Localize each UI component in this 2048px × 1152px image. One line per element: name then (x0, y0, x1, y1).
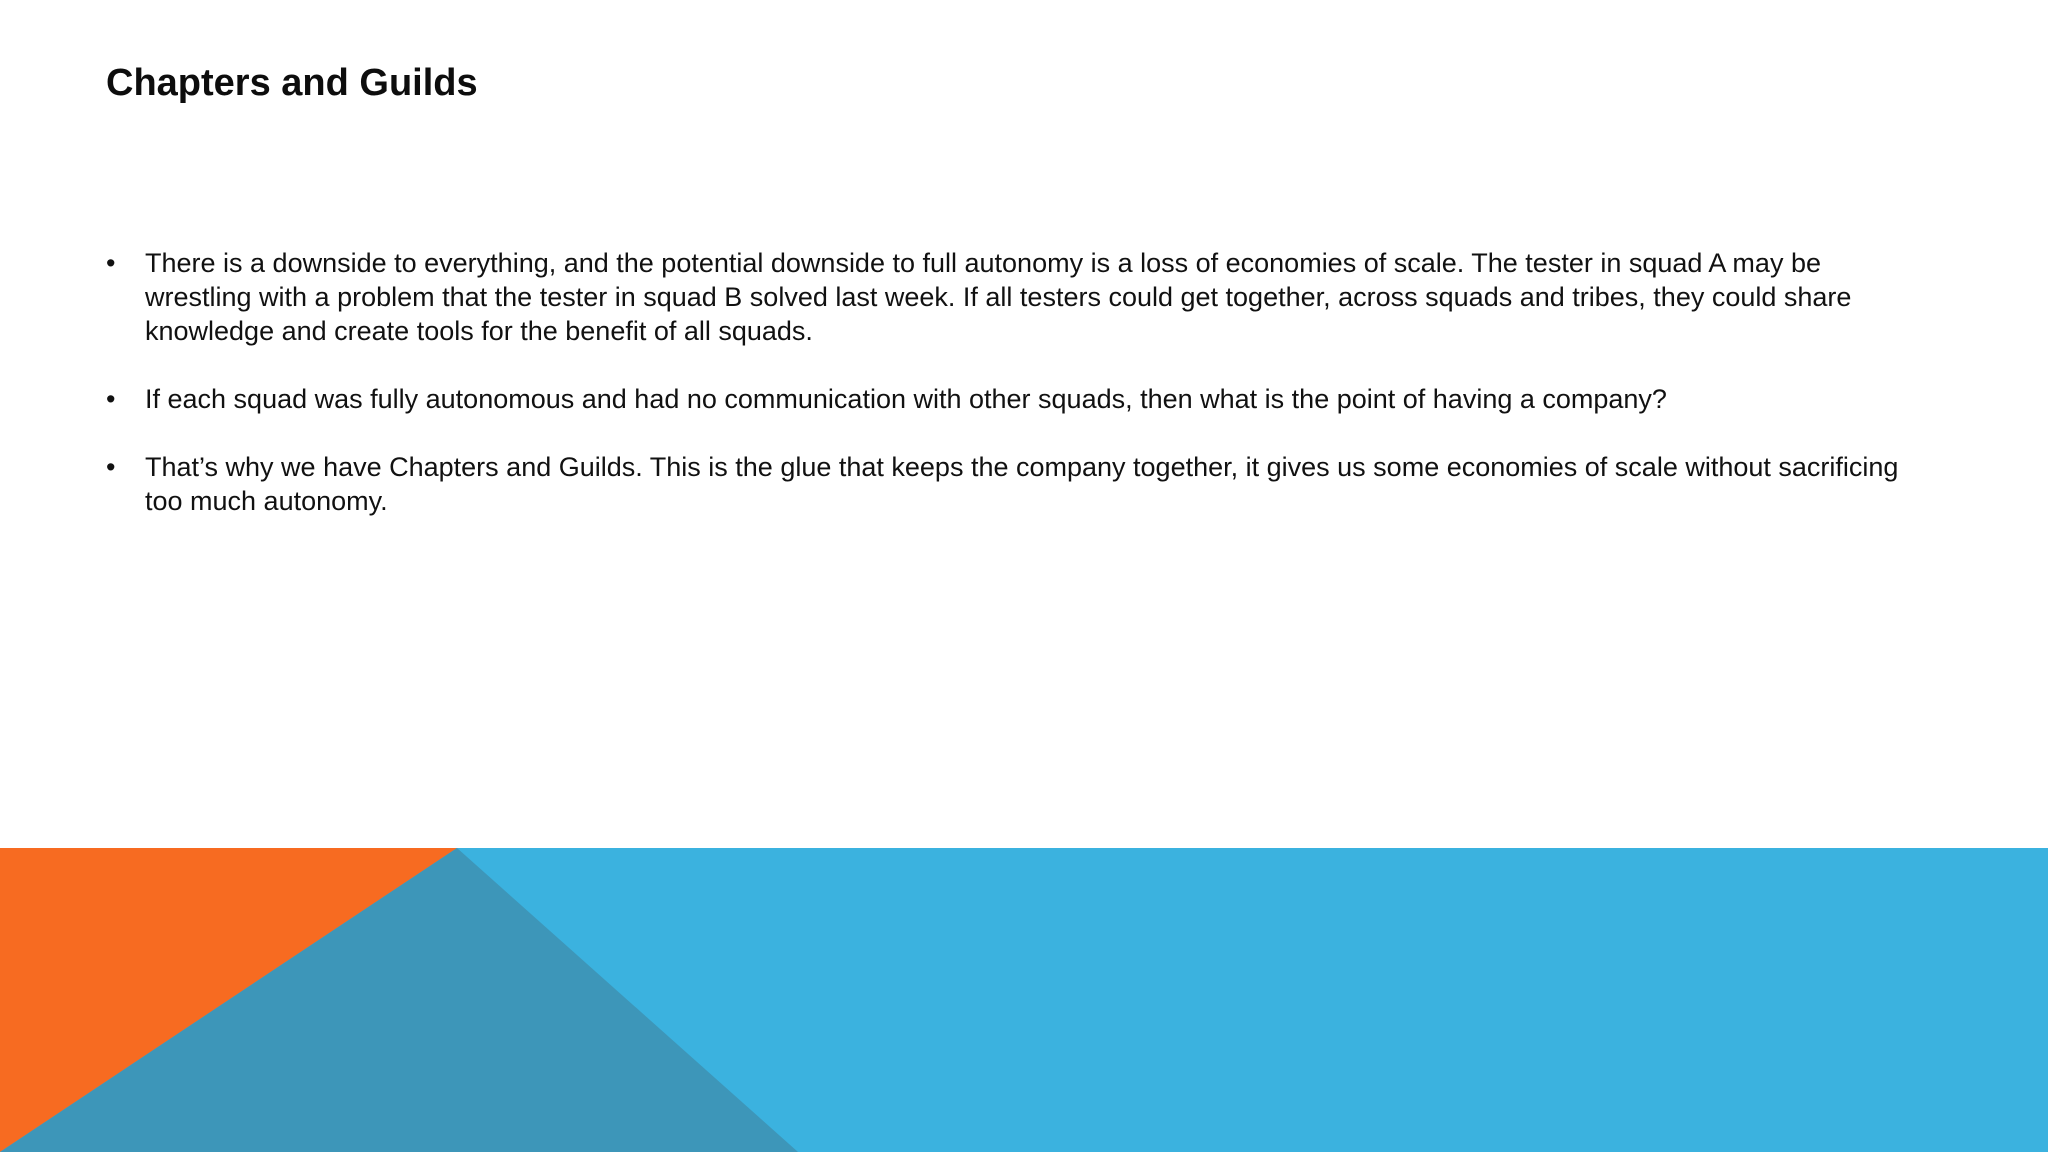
bullet-icon: • (106, 248, 116, 278)
bullet-list (106, 246, 1926, 552)
bullet-text: That’s why we have Chapters and Guilds. This is the glue that keeps the company together, it gives us some economies of scale without sacrificing too much autonomy. (145, 452, 1899, 516)
bullet-item (106, 246, 1926, 348)
decorative-footer-band (0, 848, 2048, 1152)
bullet-icon: • (106, 384, 116, 414)
bullet-text: If each squad was fully autonomous and had no communication with other squads, then what is the point of having a company? (145, 384, 1667, 414)
bullet-icon: • (106, 452, 116, 482)
bullet-text: There is a downside to everything, and the potential downside to full autonomy is a loss of economies of scale. The tester in squad A may be wrestling with a problem that the tester in squad B solved last week. If all testers could get together, across squads and tribes, they could share knowledge and create tools for the benefit of all squads. (145, 248, 1852, 346)
bullet-item (106, 450, 1926, 518)
footer-shapes (0, 848, 2048, 1152)
bullet-item (106, 382, 1926, 416)
slide-title: Chapters and Guilds (106, 62, 478, 104)
